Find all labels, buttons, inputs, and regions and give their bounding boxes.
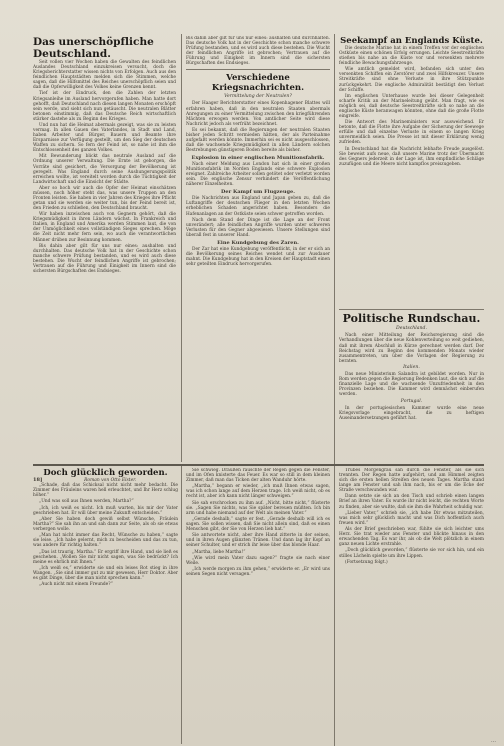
serial-paragraph: „Auch nicht mit einem Freunde?“ — [39, 582, 113, 588]
section-divider — [186, 69, 330, 70]
article-paragraph: Nach einer Mitteilung der Reichsregierung sind die Verhandlungen über die neue Kohlenverteilung so weit gediehen, daß mit ihrem Abschluß in Kürze gerechnet werden darf. Der Reichstag wird zu Beginn des kommenden Monats wieder zusammentreten, um über die Vorlagen der Regierung zu beraten. — [339, 333, 484, 364]
article-subhead: Eine Kundgebung des Zaren. — [217, 239, 299, 246]
section-title: Portugal. — [400, 398, 423, 404]
serial-paragraph: „Martha,“ begann er wieder, „ich muß Ihnen etwas sagen, was ich schon lange auf dem Herzen trage. Ich weiß nicht, ob es recht ist, aber ich kann nicht länger schweigen.“ — [186, 484, 330, 500]
serial-paragraph: „Man hat nicht immer das Recht, Wünsche zu haben,“ sagte sie leise. „Ich habe gelernt, mich zu bescheiden und das zu tun, was andere für richtig halten.“ — [33, 533, 178, 549]
article-column-1 — [33, 36, 176, 460]
serial-paragraph: „Lieber Vater,“ schrieb sie, „ich habe Dir etwas mitzuteilen, was mich sehr glücklich macht und was Dich hoffentlich auch freuen wird.“ — [339, 510, 484, 526]
serial-paragraph: Dann setzte sie sich an den Tisch und schrieb einen langen Brief an ihren Vater. Es wurde ihr nicht leicht, die rechten Worte zu finden, aber sie wußte, daß sie ihm die Wahrheit schuldig war. — [339, 494, 484, 510]
serial-paragraph: „Aber Sie haben doch gewiß selbst Wünsche, Fräulein Martha?“ Sie sah ihn an und sah dann zur Seite, als ob sie etwas verbergen wolle. — [33, 516, 178, 532]
serial-author: Roman von Otto Elster. — [84, 478, 137, 483]
serial-paragraph: „Ich weiß es,“ erwiderte sie und ein leises Rot stieg in ihre Wangen. „Sie sind immer gut zu mir gewesen, Herr Doktor. Aber es gibt Dinge, über die man nicht sprechen kann.“ — [33, 565, 178, 581]
article-paragraph: Bis dahin aber gilt für uns nur eines: aushalten und durchhalten. Das deutsche Volk hat in der Geschichte schon manche schwere Prüfung bestanden, und es wird auch diese bestehen. Die Wucht der feindlichen Angriffe ist gebrochen; Vertrauen auf die Führung und Einigkeit im Innern sind die sichersten Bürgschaften des Endsieges. — [186, 36, 330, 67]
serial-paragraph: „Und was soll aus Ihnen werden, Martha?“ — [39, 499, 134, 505]
article-body — [33, 60, 176, 274]
article-paragraph: Die deutsche Marine hat in einem Treffen vor der englischen Ostküste einen schönen Erfolg errungen. Leichte Seestreitkräfte stießen bis nahe an die Küste vor und versenkten mehrere feindliche Bewachungsfahrzeuge. — [339, 46, 484, 67]
article-subhead: Explosion in einer englischen Munitionsfabrik. — [191, 155, 325, 162]
serial-paragraph: „Ich werde morgen zu ihm gehen,“ erwiderte er. „Er wird uns seinen Segen nicht versagen.“ — [186, 567, 330, 578]
serial-paragraph: „Schade, daß das Schicksal nicht nicht mehr bedacht. Die Zimmer des Fräuleins waren hell erleuchtet, und Ihr Herz schlug höher.“ — [33, 483, 178, 499]
serial-paragraph: Als der Brief geschrieben war, fühlte sie sich leichter ums Herz. Sie trat wieder ans Fenster und blickte hinaus in den erwachenden Tag. Es war ihr, als ob die Welt plötzlich in einem ganz neuen Lichte erstrahle. — [339, 527, 484, 548]
article-paragraph: Wir haben inzwischen auch von Gegnern gehört, daß die Kriegsmüdigkeit in ihren Ländern wächst. In Frankreich und Italien, in England und Amerika werden Stimmen laut, die von der Unmöglichkeit eines vollständigen Sieges sprechen. Möge die Zeit nicht mehr fern sein, wo auch die verantwortlichen Männer drüben zur Besinnung kommen. — [33, 212, 176, 243]
serial-paragraph: „Doch glücklich geworden,“ flüsterte sie vor sich hin, und ein stilles Lächeln spielte um ihre Lippen. — [339, 548, 484, 559]
article-paragraph: Nach einer Meldung aus London hat sich in einer großen Munitionsfabrik im Norden Englands eine schwere Explosion ereignet. Zahlreiche Arbeiter sollen getötet oder verletzt worden sein. Die englische Zensur verhindert die Veröffentlichung näherer Einzelheiten. — [186, 162, 330, 188]
article-paragraph: Wie amtlich gemeldet wird, befanden sich unter den versenkten Schiffen ein Zerstörer und zwei Hilfskreuzer. Unsere Streitkräfte sind ohne Verluste in ihre Stützpunkte zurückgekehrt. Die englische Admiralität bestätigt den Verlust der Schiffe. — [339, 67, 484, 93]
section-divider — [339, 309, 484, 310]
article-paragraph: In der portugiesischen Kammer wurde eine neue Kriegsvorlage eingebracht, die zu heftigen Auseinandersetzungen geführt hat. — [339, 406, 484, 422]
serial-paragraph: „Martha, liebe Martha!“ — [192, 549, 246, 555]
section-title: Italien. — [403, 364, 420, 370]
column-divider — [181, 34, 182, 462]
column-divider — [334, 34, 335, 746]
article-subhead: Der Kampf um Flugzeuge. — [221, 189, 295, 196]
serial-column-2 — [186, 468, 330, 743]
article-paragraph: Und nun hat die Heimat abermals gezeigt, was sie zu leisten vermag. In allen Gauen des Vaterlandes, in Stadt und Land, haben Arbeiter und Bürger, Bauern und Beamte ihre Ersparnisse zur Verfügung gestellt, um den Sieg der deutschen Waffen zu sichern. So fern der Feind ist, so nahe ist ihm die Entschlossenheit des ganzen Volkes. — [33, 122, 176, 154]
serial-paragraph: „Gerade deshalb,“ sagte er fest. „Gerade deshalb will ich es sagen. Sie sollen wissen, daß Sie nicht allein sind, daß es einen Menschen gibt, der Sie von Herzen lieb hat.“ — [186, 516, 330, 533]
feuilleton-divider — [33, 464, 484, 466]
article-paragraph: In Deutschland hat die Nachricht lebhafte Freude ausgelöst. Sie beweist aufs neue, daß unsere Marine trotz der Übermacht des Gegners jederzeit in der Lage ist, ihm empfindliche Schläge zuzufügen und die Meere nicht kampflos preiszugeben. — [339, 146, 484, 167]
article-paragraph: Das neue Ministerium Salandra ist gebildet worden. Nur in Rom werden gegen die Regierung Bedenken laut, die sich auf die finanzielle Lage und die wachsende Unzufriedenheit in den Provinzen beziehen. Die Kammer wird demnächst einberufen werden. — [339, 372, 484, 398]
article-headline: Das unerschöpfliche Deutschland. — [33, 36, 154, 60]
serial-paragraph: „Das ist traurig, Martha.“ Er ergriff ihre Hand, und sie ließ es geschehen. „Wollen Sie mir nicht sagen, was Sie bedrückt? Ich meine es ehrlich mit Ihnen.“ — [33, 549, 178, 565]
article-paragraph: Der Haager Berichterstatter eines Kopenhagener Blattes will erfahren haben, daß in den neutralen Staaten abermals Anregungen zu einer Vermittelung zwischen den kriegführenden Mächten erwogen werden. Von amtlicher Seite wird diese Nachricht jedoch als verfrüht bezeichnet. — [186, 101, 330, 127]
article-paragraph: Die Antwort des Marineministers war ausweichend. Er betonte, daß die Flotte ihre Aufgabe der Sicherung der Seewege erfülle und daß einzelne Verluste in einem so langen Krieg unvermeidlich seien. Die Presse ist mit dieser Erklärung wenig zufrieden. — [339, 120, 484, 146]
article-paragraph: Bis dahin aber gilt für uns nur eines: aushalten und durchhalten. Das deutsche Volk hat in der Geschichte schon manche schwere Prüfung bestanden, und es wird auch diese bestehen. Die Wucht der feindlichen Angriffe ist gebrochen; Vertrauen auf die Führung und Einigkeit im Innern sind die sichersten Bürgschaften des Endsieges. — [33, 243, 176, 274]
serial-paragraph: (Fortsetzung folgt.) — [345, 559, 388, 565]
serial-paragraph: „Ich, ich weiß es nicht. Ich muß warten, bis mir der Vater geschrieben hat. Er will über meine Zukunft entscheiden.“ — [33, 505, 178, 516]
serial-column-3 — [339, 468, 484, 743]
rundschau-column — [339, 312, 484, 462]
serial-number: 18] — [33, 477, 43, 483]
article-headline: Verschiedene Kriegsnachrichten. — [211, 73, 305, 94]
article-paragraph: Im englischen Unterhause wurde bei dieser Gelegenheit scharfe Kritik an der Marineleitung geübt. Man fragt, wie es möglich sei, daß deutsche Seestreitkräfte sich so nahe an die englische Küste heranwagen könnten, ohne daß die große Flotte eingreife. — [339, 93, 484, 119]
article-subtitle: Vermittelung der Neutralen? — [224, 94, 292, 100]
article-headline: Seekampf an Englands Küste. — [340, 36, 483, 46]
serial-title: Doch glücklich geworden. — [43, 468, 168, 478]
column-divider — [181, 466, 182, 744]
article-paragraph: Tief ist der Eindruck, den die Zahlen der letzten Kriegsanleihe im Ausland hervorgerufen haben. Man hatte dort gehofft, daß Deutschland nach diesen langen Monaten erschöpft sein werde, und sieht sich nun getäuscht. Die neutralen Blätter betonen einstimmig, daß das Deutsche Reich wirtschaftlich stärker dastehe als zu Beginn des Krieges. — [33, 91, 176, 122]
serial-paragraph: Trübes Morgengrau sah durch die Fenster, als sie sich trennten. Der Regen hatte aufgehört, und am Himmel zeigten sich die ersten hellen Streifen des neuen Tages. Martha stand lange am Fenster und sah ihm nach, bis er um die Ecke der Straße verschwunden war. — [339, 468, 484, 494]
article-headline: Politische Rundschau. — [342, 312, 481, 325]
article-paragraph: Die Nachrichten aus England und Japan geben zu, daß die Luftangriffe der deutschen Flieger in den letzten Wochen erheblichen Schaden angerichtet haben. Besonders die Hafenanlagen an der Ostküste seien schwer getroffen worden. — [186, 196, 330, 217]
article-paragraph: Nach dem Stand der Dinge ist die Lage an der Front unverändert; alle feindlichen Angriffe wurden unter schweren Verlusten für den Gegner abgewiesen. Unsere Stellungen sind überall fest in unserer Hand. — [186, 217, 330, 238]
article-column-3 — [339, 36, 484, 306]
serial-column-1 — [33, 468, 178, 743]
article-paragraph: Der Zar hat eine Kundgebung veröffentlicht, in der er sich an die Bevölkerung seines Reiches wendet und zur Ausdauer mahnt. Die Kundgebung hat in den Kreisen der Hauptstadt einen sehr geteilten Eindruck hervorgerufen. — [186, 246, 330, 268]
serial-paragraph: „Wie wird mein Vater dazu sagen?“ fragte sie nach einer Weile. — [186, 555, 330, 566]
section-title: Deutschland. — [396, 326, 427, 331]
page-corner-mark: … — [491, 738, 496, 744]
article-body — [186, 36, 330, 66]
article-column-2 — [186, 36, 330, 460]
serial-paragraph: Sie schwieg. Draußen rauschte der Regen gegen die Fenster, und im Ofen knisterte das Feuer. Es war so still in dem kleinen Zimmer, daß man das Ticken der alten Wanduhr hörte. — [186, 468, 330, 484]
serial-paragraph: Sie antwortete nicht, aber ihre Hand zitterte in der seinen, und in ihren Augen glänzten Tränen. Und dann lag ihr Kopf an seiner Schulter, und er strich ihr leise über das blonde Haar. — [186, 533, 330, 549]
article-paragraph: Mit Bewunderung blickt das neutrale Ausland auf die Ordnung unserer Verwaltung. Die Ernte ist geborgen, die Vorräte sind gesichert, die Versorgung der Bevölkerung ist geregelt. Was England durch seine Aushungerungspolitik erreichen wollte, ist vereitelt worden durch die Tüchtigkeit der Landwirtschaft und die Einsicht der Städte. — [33, 154, 176, 185]
serial-paragraph: Sie sah erschrocken zu ihm auf. „Nicht, bitte nicht,“ flüsterte sie. „Sagen Sie nichts, was Sie später bereuen müßten. Ich bin arm und habe niemand auf der Welt als meinen Vater.“ — [186, 500, 330, 516]
article-paragraph: Seit vollen vier Wochen haben die Gewalten des feindlichen Auslandes Deutschland einzukreisen versucht, doch die Kriegsberichterstatter wissen nichts von Erfolgen. Auch aus den feindlichen Hauptstädten melden sich die Stimmen, welche sagen, daß die Hilfsmittel des Reiches unerschöpflich seien und daß die Opferwilligkeit des Volkes keine Grenzen kennt. — [33, 60, 176, 91]
article-paragraph: Aber so hoch wir auch die Opfer der Heimat einschätzen müssen, noch höher steht das, was unsere Truppen an den Fronten leisten. Sie haben in vier Jahren des Krieges ihre Pflicht getan und sie werden sie weiter tun, bis der Feind bereit ist, den Frieden zu schließen, den Deutschland braucht. — [33, 185, 176, 212]
article-paragraph: Es sei bekannt, daß die Regierungen der neutralen Staaten bisher jeden Schritt vermieden hätten, der als Parteinahme aufgefaßt werden könnte. Immerhin sei es nicht ausgeschlossen, daß die wachsende Kriegsmüdigkeit in allen Ländern solchen Bestrebungen günstigeren Boden bereite als bisher. — [186, 127, 330, 154]
